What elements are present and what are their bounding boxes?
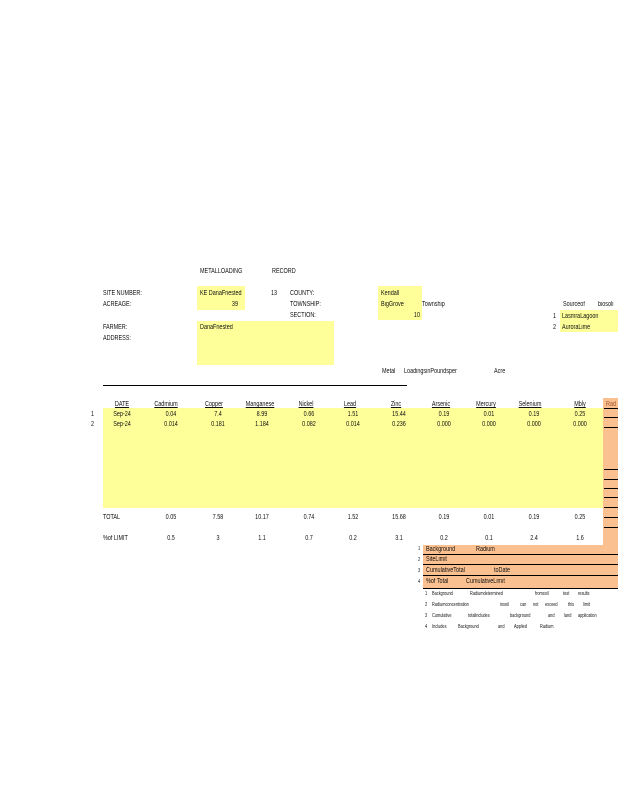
radium-row-1-b: Radium — [476, 546, 495, 553]
rad-tick — [604, 408, 618, 409]
loadings-caption-2: LoadingsinPoundsper — [404, 368, 457, 375]
row-2-date: Sep-24 — [113, 421, 131, 428]
section-divider — [103, 385, 407, 386]
source-2-name: AuroraLime — [562, 324, 591, 331]
source-label: Sourceof — [563, 301, 585, 308]
footnote-4-num: 4 — [425, 624, 428, 630]
radium-column — [603, 398, 618, 546]
section-label: SECTION: — [290, 312, 316, 319]
row-1-copper: 7.4 — [214, 411, 222, 418]
footnote-2-num: 2 — [425, 602, 428, 608]
row-1-arsenic: 0.19 — [438, 411, 450, 418]
rad-tick — [604, 479, 618, 480]
limit-lead: 0.2 — [349, 535, 357, 542]
col-zinc: Zinc — [390, 401, 402, 408]
row-2-lead: 0.014 — [346, 421, 360, 428]
source-1-name: LasmraLagoon — [562, 313, 599, 320]
rad-tick — [604, 497, 618, 498]
footnote-4-w3: and — [498, 624, 505, 630]
row-2-num: 2 — [91, 421, 95, 428]
col-lead: Lead — [343, 401, 357, 408]
row-1-manganese: 8.99 — [256, 411, 268, 418]
total-lead: 1.52 — [347, 514, 359, 521]
footnote-1-w2: Radiumdetermined — [470, 591, 503, 597]
total-nickel: 0.74 — [303, 514, 315, 521]
footnote-1-w1: Background — [432, 591, 453, 597]
radium-row-3-b: toDate — [494, 567, 511, 574]
acreage-label: ACREAGE: — [103, 301, 132, 308]
total-selenium: 0.19 — [528, 514, 540, 521]
footnote-4-w5: Radium — [540, 624, 554, 630]
footnote-2-w2: insoil — [500, 602, 509, 608]
radium-row-3-a: CumulativeTotal — [426, 567, 465, 574]
footnote-4-w4: Applied — [514, 624, 528, 630]
footnote-1-w4: test — [563, 591, 570, 597]
footnote-2-w1: Radiumconcentration — [432, 602, 469, 608]
radium-num-3: 3 — [418, 568, 421, 574]
radium-num-1: 1 — [418, 546, 421, 552]
row-1-date: Sep-24 — [113, 411, 131, 418]
rad-tick — [604, 527, 618, 528]
row-1-selenium: 0.19 — [528, 411, 540, 418]
col-selenium: Selenium — [518, 401, 542, 408]
limit-label: %of LIMIT — [103, 535, 128, 542]
total-copper: 7.58 — [212, 514, 224, 521]
row-2-cadmium: 0.014 — [164, 421, 178, 428]
col-rad: Rad — [606, 401, 617, 408]
row-1-zinc: 15.44 — [392, 411, 406, 418]
footnote-4-w1: Includes — [432, 624, 447, 630]
site-label: SITE NUMBER: — [103, 290, 142, 297]
address-label: ADDRESS: — [103, 335, 131, 342]
footnote-3-w2: totalincludes — [468, 613, 490, 619]
limit-copper: 3 — [216, 535, 220, 542]
total-mercury: 0.01 — [483, 514, 495, 521]
footnote-4-w2: Background — [458, 624, 479, 630]
rad-tick — [604, 488, 618, 489]
source-1-num: 1 — [552, 313, 556, 320]
source-2-num: 2 — [552, 324, 556, 331]
row-2-nickel: 0.082 — [302, 421, 316, 428]
rad-tick — [604, 417, 618, 418]
row-2-mbly: 0.000 — [573, 421, 587, 428]
col-date: DATE — [114, 401, 130, 408]
row-2-mercury: 0.000 — [482, 421, 496, 428]
limit-arsenic: 0.2 — [440, 535, 448, 542]
limit-mbly: 1.6 — [576, 535, 584, 542]
loadings-caption-1: Metal — [382, 368, 396, 375]
row-2-manganese: 1.184 — [255, 421, 269, 428]
radium-num-2: 2 — [418, 557, 421, 563]
col-nickel: Nickel — [298, 401, 314, 408]
limit-cadmium: 0.5 — [167, 535, 175, 542]
radium-rule — [423, 564, 618, 565]
col-copper: Copper — [205, 401, 223, 408]
footnote-3-w6: application — [578, 613, 597, 619]
acreage-value: 39 — [231, 301, 238, 308]
title-part2: RECORD — [272, 268, 296, 275]
radium-rule — [423, 588, 618, 589]
county-label: COUNTY: — [290, 290, 315, 297]
limit-nickel: 0.7 — [305, 535, 313, 542]
rad-tick — [604, 517, 618, 518]
row-1-nickel: 0.66 — [303, 411, 315, 418]
footnote-3-w3: background — [510, 613, 531, 619]
section-value: 10 — [413, 312, 420, 319]
rad-tick — [604, 507, 618, 508]
radium-rule — [423, 575, 618, 576]
footnote-3-num: 3 — [425, 613, 428, 619]
footnote-1-num: 1 — [425, 591, 428, 597]
limit-zinc: 3.1 — [395, 535, 403, 542]
radium-rule — [423, 554, 618, 555]
township-label: TOWNSHIP: — [290, 301, 321, 308]
total-zinc: 15.68 — [392, 514, 406, 521]
radium-row-1-a: Background — [426, 546, 456, 553]
radium-row-4-b: CumulativeLimit — [466, 578, 505, 585]
footnote-1-w3: fromsoil — [535, 591, 549, 597]
footnote-2-w3: can — [520, 602, 527, 608]
site-value: KE DanaFriested — [200, 290, 242, 297]
rad-tick — [604, 427, 618, 428]
row-1-mbly: 0.25 — [574, 411, 586, 418]
footnote-2-w5: exceed — [545, 602, 558, 608]
total-cadmium: 0.05 — [165, 514, 177, 521]
col-cadmium: Cadmium — [154, 401, 178, 408]
radium-num-4: 4 — [418, 579, 421, 585]
footnote-3-w1: Cumulative — [432, 613, 452, 619]
col-mercury: Mercury — [476, 401, 496, 408]
total-label: TOTAL — [103, 514, 121, 521]
county-value: Kendall — [381, 290, 400, 297]
footnote-2-w7: limit — [583, 602, 590, 608]
radium-row-2-a: SiteLimit — [426, 556, 447, 563]
footnote-2-w6: this — [568, 602, 575, 608]
source-label-2: biosoli — [598, 301, 614, 308]
farmer-label: FARMER: — [103, 324, 128, 331]
col-manganese: Manganese — [245, 401, 275, 408]
total-mbly: 0.25 — [574, 514, 586, 521]
col-arsenic: Arsenic — [431, 401, 451, 408]
limit-selenium: 2.4 — [530, 535, 538, 542]
loadings-caption-3: Acre — [494, 368, 506, 375]
footnote-3-w4: and — [548, 613, 555, 619]
footnote-1-w5: results — [578, 591, 590, 597]
row-2-selenium: 0.000 — [527, 421, 541, 428]
limit-manganese: 1.1 — [258, 535, 266, 542]
title-part1: METALLOADING — [200, 268, 243, 275]
total-arsenic: 0.19 — [438, 514, 450, 521]
row-2-zinc: 0.236 — [392, 421, 406, 428]
township-suffix: Township — [422, 301, 445, 308]
row-2-arsenic: 0.000 — [437, 421, 451, 428]
row-1-mercury: 0.01 — [483, 411, 495, 418]
site-number: 13 — [271, 290, 278, 297]
rad-tick — [604, 469, 618, 470]
footnote-2-w4: not — [533, 602, 539, 608]
row-1-lead: 1.51 — [347, 411, 359, 418]
limit-mercury: 0.1 — [485, 535, 493, 542]
footnote-3-w5: land — [564, 613, 572, 619]
row-1-cadmium: 0.04 — [165, 411, 177, 418]
township-value: BigGrove — [381, 301, 404, 308]
col-mbly: Mbly — [574, 401, 586, 408]
radium-row-4-a: %of Total — [426, 578, 449, 585]
total-manganese: 10.17 — [255, 514, 269, 521]
row-2-copper: 0.181 — [211, 421, 225, 428]
farmer-value: DanaFriested — [200, 324, 233, 331]
row-1-num: 1 — [91, 411, 95, 418]
